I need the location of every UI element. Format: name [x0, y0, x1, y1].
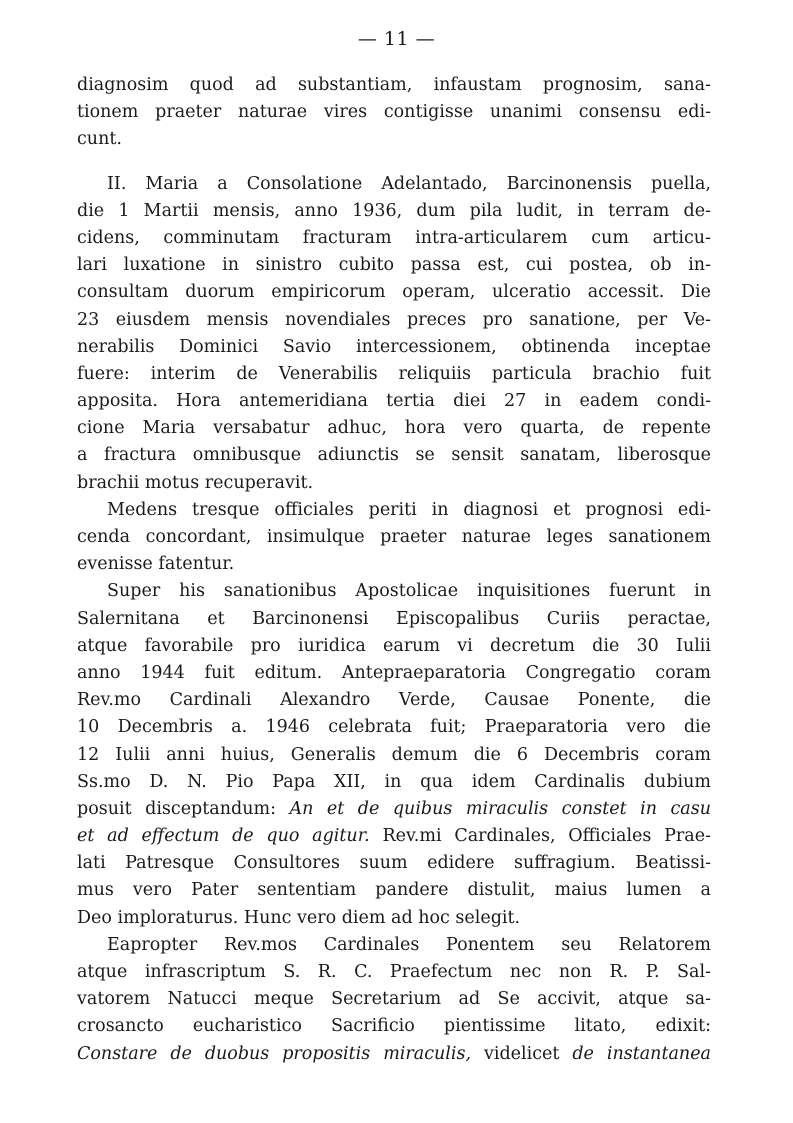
- text-line: apposita. Hora antemeridiana tertia diei 27 in eadem condi-: [77, 391, 711, 412]
- text-line: Ss.mo D. N. Pio Papa XII, in qua idem Cardinalis dubium: [77, 771, 711, 792]
- text-line: atque infrascriptum S. R. C. Praefectum nec non R. P. Sal-: [77, 962, 711, 982]
- text-line: lari luxatione in sinistro cubito passa est, cui postea, ob in-: [77, 255, 711, 276]
- text-line: fuere: interim de Venerabilis reliquiis particula brachio fuit: [77, 363, 711, 384]
- text-line: anno 1944 fuit editum. Antepraeparatoria Congregatio coram: [77, 662, 711, 683]
- paragraph: [77, 932, 711, 1068]
- paragraph: [77, 578, 711, 931]
- text-line: 10 Decembris a. 1946 celebrata fuit; Praeparatoria vero die: [77, 717, 711, 738]
- text-line: Rev.mo Cardinali Alexandro Verde, Causae Ponente, die: [77, 690, 711, 711]
- text-line: vatorem Natucci meque Secretarium ad Se accivit, atque sa-: [77, 989, 711, 1010]
- text-line: Eapropter Rev.mos Cardinales Ponentem seu Relatorem: [107, 934, 711, 955]
- text-line: cenda concordant, insimulque praeter naturae leges sanationem: [77, 527, 711, 547]
- text-line: atque favorabile pro iuridica earum vi decretum die 30 Iulii: [77, 635, 711, 656]
- text-line: brachii motus recuperavit.: [77, 472, 314, 493]
- text-body: [77, 72, 711, 1068]
- italic-run: Constare de duobus propositis miraculis,: [77, 1043, 472, 1064]
- paragraph: [77, 72, 711, 154]
- text-line: Medens tresque officiales periti in diagnosi et prognosi edi-: [107, 499, 711, 520]
- text-line: II. Maria a Consolatione Adelantado, Barcinonensis puella,: [107, 173, 711, 194]
- text-line: nerabilis Dominici Savio intercessionem, obtinenda inceptae: [77, 336, 711, 357]
- text-line: cidens, comminutam fracturam intra-articularem cum articu-: [77, 227, 711, 248]
- text-line: Deo imploraturus. Hunc vero diem ad hoc selegit.: [77, 907, 521, 928]
- paragraph: [77, 171, 711, 497]
- text-line: Super his sanationibus Apostolicae inquisitiones fuerunt in: [107, 581, 711, 602]
- text-run: Rev.mi Cardinales, Officiales Prae-: [382, 826, 711, 847]
- text-line: 23 eiusdem mensis novendiales preces pro sanatione, per Ve-: [77, 309, 711, 330]
- text-line: [77, 796, 711, 823]
- text-line: crosancto eucharistico Sacrificio pientissime litato, edixit:: [77, 1016, 711, 1037]
- text-line: Salernitana et Barcinonensi Episcopalibus Curiis peractae,: [77, 608, 711, 629]
- paragraph: [77, 497, 711, 579]
- text-line: lati Patresque Consultores suum edidere suffragium. Beatissi-: [77, 853, 711, 874]
- text-line: cione Maria versabatur adhuc, hora vero quarta, de repente: [77, 418, 711, 439]
- text-line: diagnosim quod ad substantiam, infaustam prognosim, sana-: [77, 75, 711, 95]
- text-line: cunt.: [77, 129, 122, 150]
- text-run: videlicet: [483, 1043, 560, 1064]
- text-line: evenisse fatentur.: [77, 554, 235, 575]
- text-line: 12 Iulii anni huius, Generalis demum die 6 Decembris coram: [77, 744, 711, 765]
- text-run: posuit disceptandum:: [77, 798, 276, 819]
- text-line: [77, 823, 711, 850]
- italic-run: de instantanea: [572, 1043, 711, 1064]
- page-number: — 11 —: [357, 28, 436, 50]
- text-line: tionem praeter naturae vires contigisse unanimi consensu edi-: [77, 102, 711, 123]
- italic-run: et ad effectum de quo agitur.: [77, 826, 370, 847]
- text-line: consultam duorum empiricorum operam, ulceratio accessit. Die: [77, 282, 711, 303]
- italic-run: An et de quibus miraculis constet in casu: [289, 798, 711, 819]
- text-line: [77, 1041, 711, 1068]
- text-line: die 1 Martii mensis, anno 1936, dum pila ludit, in terram de-: [77, 200, 711, 221]
- text-line: mus vero Pater sententiam pandere distulit, maius lumen a: [77, 880, 711, 901]
- text-line: a fractura omnibusque adiunctis se sensit sanatam, liberosque: [77, 445, 711, 466]
